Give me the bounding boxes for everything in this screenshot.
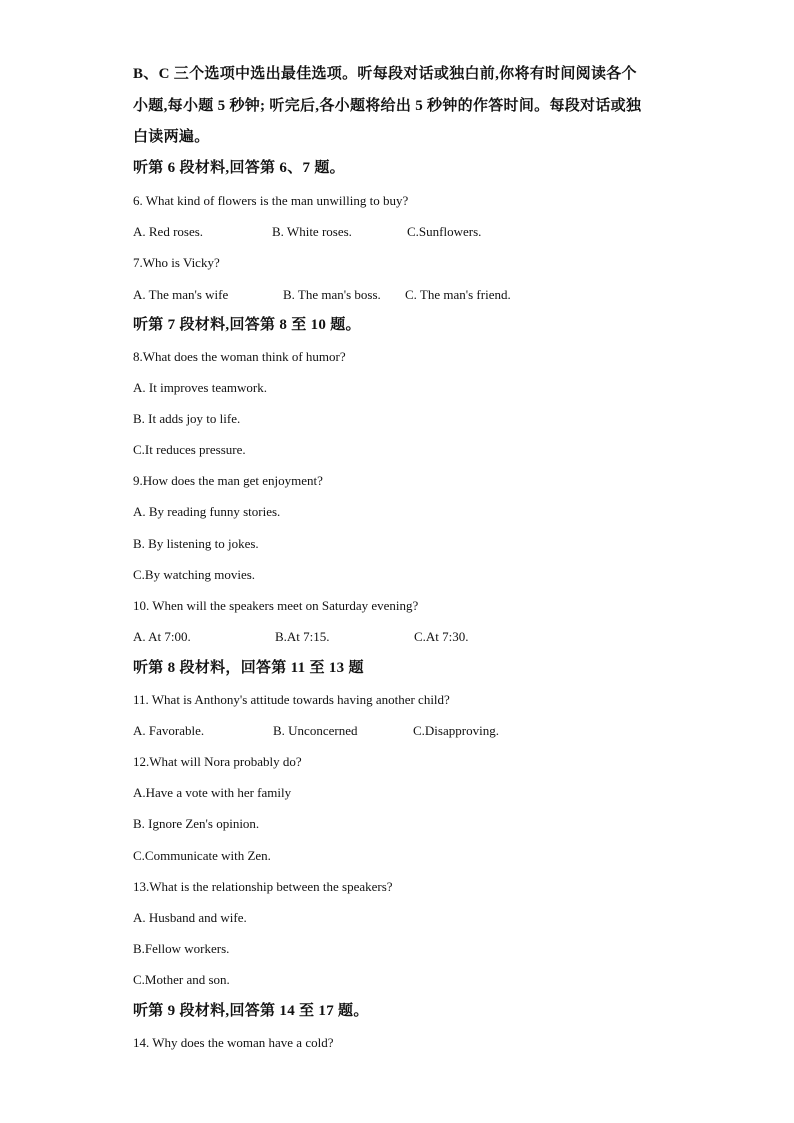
option-b: B. Unconcerned xyxy=(273,723,358,738)
option-b: B. The man's boss. xyxy=(283,287,381,302)
option-a: A. Favorable. xyxy=(133,723,205,738)
question-12-option-a: A.Have a vote with her family xyxy=(133,785,292,800)
question-11-stem: 11. What is Anthony's attitude towards having another child? xyxy=(133,692,450,707)
option-c: C.Disapproving. xyxy=(413,723,499,738)
question-9-option-b: B. By listening to jokes. xyxy=(133,536,259,551)
question-12-stem: 12.What will Nora probably do? xyxy=(133,754,302,769)
question-13-option-b: B.Fellow workers. xyxy=(133,941,230,956)
question-8-stem: 8.What does the woman think of humor? xyxy=(133,349,346,364)
question-13-stem: 13.What is the relationship between the speakers? xyxy=(133,879,393,894)
option-a: A. Red roses. xyxy=(133,224,204,239)
question-13-option-a: A. Husband and wife. xyxy=(133,910,247,925)
question-13-option-c: C.Mother and son. xyxy=(133,972,230,987)
question-7-stem: 7.Who is Vicky? xyxy=(133,255,220,270)
question-12-option-b: B. Ignore Zen's opinion. xyxy=(133,816,260,831)
intro-line-2: 小题,每小题 5 秒钟; 听完后,各小题将给出 5 秒钟的作答时间。每段对话或独 xyxy=(133,98,642,114)
intro-line-1: B、C 三个选项中选出最佳选项。听每段对话或独白前,你将有时间阅读各个 xyxy=(133,66,637,82)
section-heading-7: 听第 7 段材料,回答第 8 至 10 题。 xyxy=(133,317,361,333)
section-heading-9: 听第 9 段材料,回答第 14 至 17 题。 xyxy=(133,1003,369,1019)
option-c: C. The man's friend. xyxy=(405,287,511,302)
question-6-stem: 6. What kind of flowers is the man unwilling to buy? xyxy=(133,193,409,208)
question-8-option-b: B. It adds joy to life. xyxy=(133,411,241,426)
option-a: A. The man's wife xyxy=(133,287,229,302)
option-c: C.Sunflowers. xyxy=(407,224,482,239)
intro-line-3: 白读两遍。 xyxy=(133,129,210,145)
question-8-option-c: C.It reduces pressure. xyxy=(133,442,246,457)
question-12-option-c: C.Communicate with Zen. xyxy=(133,848,271,863)
question-14-stem: 14. Why does the woman have a cold? xyxy=(133,1035,334,1050)
option-c: C.At 7:30. xyxy=(414,629,469,644)
question-9-option-a: A. By reading funny stories. xyxy=(133,504,281,519)
section-heading-8: 听第 8 段材料，回答第 11 至 13 题 xyxy=(133,660,364,676)
option-b: B.At 7:15. xyxy=(275,629,330,644)
section-heading-6: 听第 6 段材料,回答第 6、7 题。 xyxy=(133,160,345,176)
option-a: A. At 7:00. xyxy=(133,629,191,644)
question-8-option-a: A. It improves teamwork. xyxy=(133,380,267,395)
question-9-option-c: C.By watching movies. xyxy=(133,567,256,582)
question-9-stem: 9.How does the man get enjoyment? xyxy=(133,473,323,488)
question-10-stem: 10. When will the speakers meet on Saturday evening? xyxy=(133,598,419,613)
option-b: B. White roses. xyxy=(272,224,352,239)
